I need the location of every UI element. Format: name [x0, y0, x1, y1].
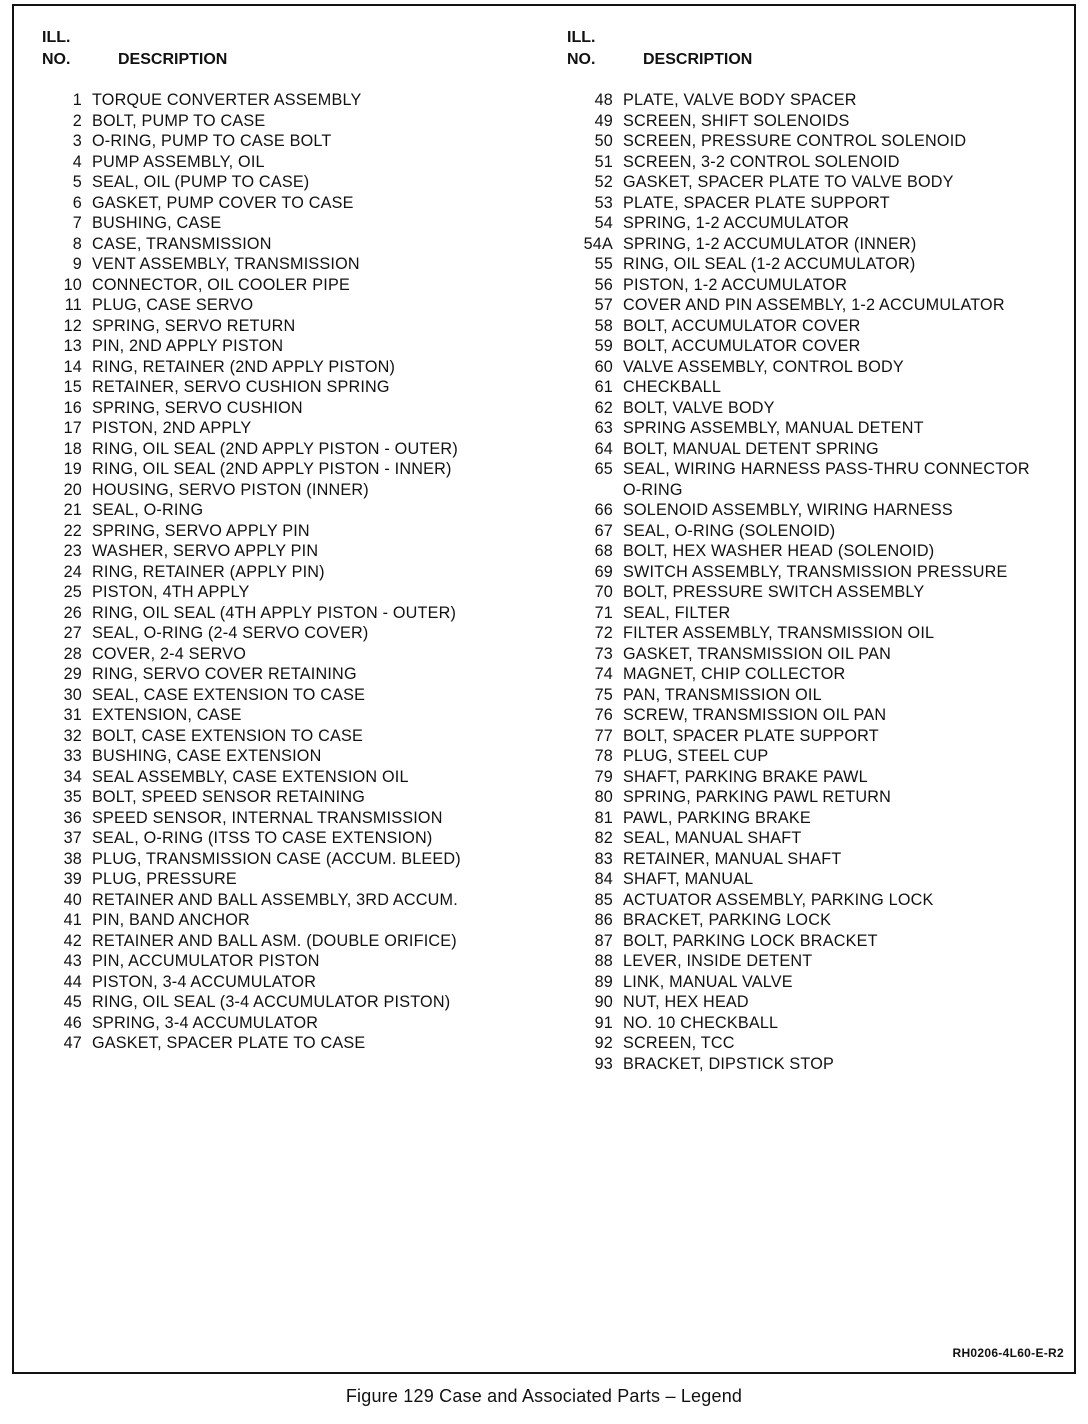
item-description: SEAL, CASE EXTENSION TO CASE: [92, 685, 366, 704]
item-description: PAWL, PARKING BRAKE: [623, 808, 811, 827]
legend-item: [567, 295, 1067, 316]
item-number: 27: [63, 624, 82, 642]
item-number: 59: [594, 337, 613, 355]
item-number: 74: [594, 665, 613, 683]
item-description: BRACKET, DIPSTICK STOP: [623, 1054, 834, 1073]
item-number: 10: [63, 275, 82, 294]
item-description: RETAINER AND BALL ASSEMBLY, 3RD ACCUM.: [92, 890, 458, 909]
legend-item: [42, 131, 532, 152]
item-description: BOLT, ACCUMULATOR COVER: [623, 337, 861, 355]
item-description: SEAL, OIL (PUMP TO CASE): [92, 173, 310, 191]
item-description: PISTON, 4TH APPLY: [92, 583, 250, 601]
item-description: SEAL, O-RING: [92, 501, 204, 519]
legend-item: [42, 275, 532, 296]
legend-frame: [12, 4, 1076, 1374]
legend-item: [567, 705, 1067, 726]
item-number: 54A: [583, 234, 613, 253]
item-description: PISTON, 1-2 ACCUMULATOR: [623, 275, 848, 294]
item-number: 39: [63, 870, 82, 888]
legend-item: [42, 336, 532, 357]
item-number: 17: [63, 419, 82, 437]
legend-item: [42, 787, 532, 808]
item-number: 49: [594, 111, 613, 130]
item-description: NO. 10 CHECKBALL: [623, 1013, 779, 1032]
item-number: 54: [594, 214, 613, 232]
item-description: RETAINER, MANUAL SHAFT: [623, 849, 842, 868]
item-description: RETAINER, SERVO CUSHION SPRING: [92, 378, 390, 396]
item-description: RING, OIL SEAL (3-4 ACCUMULATOR PISTON): [92, 993, 451, 1011]
item-description: SEAL, FILTER: [623, 603, 731, 622]
item-number: 50: [594, 132, 613, 150]
no-header: NO.: [567, 51, 596, 68]
item-description: PISTON, 3-4 ACCUMULATOR: [92, 972, 317, 991]
legend-item: [567, 254, 1067, 275]
item-description: SEAL, MANUAL SHAFT: [623, 829, 802, 847]
description-header: DESCRIPTION: [118, 51, 228, 68]
item-number: 48: [594, 91, 613, 109]
item-number: 81: [594, 808, 613, 827]
legend-item: [42, 234, 532, 255]
item-description: CONNECTOR, OIL COOLER PIPE: [92, 275, 350, 294]
item-description: PIN, BAND ANCHOR: [92, 911, 250, 929]
item-number: 80: [594, 788, 613, 806]
item-number: 4: [72, 152, 82, 171]
item-number: 38: [63, 849, 82, 868]
legend-item: [567, 336, 1067, 357]
item-description: PUMP ASSEMBLY, OIL: [92, 152, 265, 171]
item-number: 32: [63, 726, 82, 745]
item-description: BUSHING, CASE: [92, 214, 222, 232]
item-description: RING, OIL SEAL (1-2 ACCUMULATOR): [623, 255, 916, 273]
description-header: DESCRIPTION: [643, 51, 753, 68]
item-description: PLUG, CASE SERVO: [92, 296, 254, 314]
item-description: SOLENOID ASSEMBLY, WIRING HARNESS: [623, 501, 953, 519]
legend-item: [567, 152, 1067, 173]
legend-item: [42, 480, 532, 501]
item-number: 77: [594, 726, 613, 745]
legend-item: [567, 910, 1067, 931]
item-number: 41: [63, 911, 82, 929]
item-description: RING, OIL SEAL (2ND APPLY PISTON - OUTER): [92, 439, 458, 458]
item-description: BOLT, ACCUMULATOR COVER: [623, 316, 861, 335]
legend-item: [42, 213, 532, 234]
item-number: 63: [594, 419, 613, 437]
legend-item: [567, 767, 1067, 788]
item-number: 71: [594, 603, 613, 622]
item-description: LINK, MANUAL VALVE: [623, 972, 793, 991]
item-description: PLUG, STEEL CUP: [623, 747, 769, 765]
item-number: 69: [594, 562, 613, 581]
item-description: BOLT, PUMP TO CASE: [92, 111, 266, 130]
item-number: 57: [594, 296, 613, 314]
legend-item: [567, 275, 1067, 296]
legend-item: [567, 316, 1067, 337]
item-number: 43: [63, 952, 82, 970]
item-description: HOUSING, SERVO PISTON (INNER): [92, 480, 369, 499]
item-description: RING, SERVO COVER RETAINING: [92, 665, 357, 683]
legend-item: [567, 828, 1067, 849]
item-number: 56: [594, 275, 613, 294]
item-number: 23: [63, 542, 82, 560]
item-description: SPRING, 1-2 ACCUMULATOR (INNER): [623, 234, 917, 253]
item-description: GASKET, SPACER PLATE TO CASE: [92, 1034, 366, 1052]
legend-item: [567, 90, 1067, 111]
item-number: 53: [594, 193, 613, 212]
item-number: 64: [594, 439, 613, 458]
legend-item: [42, 295, 532, 316]
legend-item: [42, 254, 532, 275]
item-number: 61: [594, 378, 613, 396]
legend-item: [567, 603, 1067, 624]
legend-item: [567, 726, 1067, 747]
item-number: 75: [594, 685, 613, 704]
item-description: PLUG, PRESSURE: [92, 870, 237, 888]
legend-item: [42, 172, 532, 193]
item-number: 8: [72, 234, 82, 253]
legend-item: [567, 131, 1067, 152]
item-description: PISTON, 2ND APPLY: [92, 419, 252, 437]
item-description: SPRING, PARKING PAWL RETURN: [623, 788, 892, 806]
item-description: PLUG, TRANSMISSION CASE (ACCUM. BLEED): [92, 849, 461, 868]
item-number: 62: [594, 398, 613, 417]
legend-item: [567, 992, 1067, 1013]
item-number: 78: [594, 747, 613, 765]
item-number: 47: [63, 1034, 82, 1052]
item-description: SCREEN, 3-2 CONTROL SOLENOID: [623, 152, 900, 171]
legend-item: [42, 685, 532, 706]
item-number: 33: [63, 747, 82, 765]
item-description: RING, RETAINER (2ND APPLY PISTON): [92, 357, 396, 376]
legend-item: [42, 951, 532, 972]
legend-item: [42, 869, 532, 890]
legend-item: [42, 582, 532, 603]
legend-item: [42, 316, 532, 337]
legend-item: [42, 541, 532, 562]
item-number: 42: [63, 931, 82, 950]
column-header: [42, 28, 532, 90]
item-description: CASE, TRANSMISSION: [92, 234, 272, 253]
item-number: 89: [594, 972, 613, 991]
item-description: LEVER, INSIDE DETENT: [623, 952, 813, 970]
item-description: NUT, HEX HEAD: [623, 993, 749, 1011]
item-description: RING, OIL SEAL (4TH APPLY PISTON - OUTER): [92, 603, 457, 622]
legend-item: [567, 398, 1067, 419]
item-number: 73: [594, 644, 613, 663]
item-description: PLATE, VALVE BODY SPACER: [623, 91, 857, 109]
legend-item: [42, 849, 532, 870]
item-number: 37: [63, 829, 82, 847]
item-number: 66: [594, 501, 613, 519]
item-number: 5: [72, 173, 82, 191]
item-number: 70: [594, 583, 613, 601]
item-description: SPRING, 1-2 ACCUMULATOR: [623, 214, 850, 232]
item-description: SEAL ASSEMBLY, CASE EXTENSION OIL: [92, 767, 409, 786]
item-description: RING, RETAINER (APPLY PIN): [92, 562, 325, 581]
item-description: SPRING ASSEMBLY, MANUAL DETENT: [623, 419, 924, 437]
item-number: 26: [63, 603, 82, 622]
legend-item: [567, 685, 1067, 706]
legend-item: [42, 603, 532, 624]
legend-item: [567, 582, 1067, 603]
item-number: 46: [63, 1013, 82, 1032]
item-description: ACTUATOR ASSEMBLY, PARKING LOCK: [623, 890, 934, 909]
item-description: CHECKBALL: [623, 378, 722, 396]
item-description: BOLT, CASE EXTENSION TO CASE: [92, 726, 363, 745]
legend-item: [42, 1033, 532, 1054]
item-number: 16: [63, 398, 82, 417]
item-number: 82: [594, 829, 613, 847]
item-number: 31: [63, 706, 82, 724]
item-number: 25: [63, 583, 82, 601]
item-description: GASKET, PUMP COVER TO CASE: [92, 193, 354, 212]
item-number: 13: [63, 337, 82, 355]
item-number: 83: [594, 849, 613, 868]
item-description: SPRING, SERVO RETURN: [92, 316, 296, 335]
item-description: BOLT, PRESSURE SWITCH ASSEMBLY: [623, 583, 925, 601]
legend-list-left: [42, 90, 532, 1054]
item-number: 93: [594, 1054, 613, 1073]
figure-caption: Figure 129 Case and Associated Parts – Legend: [345, 1386, 743, 1406]
item-description: PIN, ACCUMULATOR PISTON: [92, 952, 320, 970]
legend-item: [567, 541, 1067, 562]
legend-item: [567, 234, 1067, 255]
item-number: 92: [594, 1034, 613, 1052]
item-number: 88: [594, 952, 613, 970]
item-description: TORQUE CONVERTER ASSEMBLY: [92, 91, 362, 109]
legend-item: [42, 992, 532, 1013]
item-description: SEAL, WIRING HARNESS PASS-THRU CONNECTOR O-RING: [623, 460, 1030, 499]
legend-item: [42, 439, 532, 460]
item-number: 34: [63, 767, 82, 786]
item-number: 6: [72, 193, 82, 212]
legend-item: [42, 972, 532, 993]
item-number: 90: [594, 993, 613, 1011]
legend-item: [567, 746, 1067, 767]
legend-item: [42, 910, 532, 931]
item-description: PLATE, SPACER PLATE SUPPORT: [623, 193, 890, 212]
item-description: SEAL, O-RING (ITSS TO CASE EXTENSION): [92, 829, 433, 847]
legend-item: [567, 1013, 1067, 1034]
legend-item: [42, 418, 532, 439]
legend-item: [42, 111, 532, 132]
item-number: 15: [63, 378, 82, 396]
column-header: [567, 28, 1067, 90]
legend-item: [567, 418, 1067, 439]
legend-item: [42, 808, 532, 829]
item-number: 86: [594, 911, 613, 929]
item-number: 12: [63, 316, 82, 335]
item-number: 85: [594, 890, 613, 909]
item-description: SEAL, O-RING (SOLENOID): [623, 521, 836, 540]
item-number: 91: [594, 1013, 613, 1032]
item-description: PIN, 2ND APPLY PISTON: [92, 337, 284, 355]
item-number: 36: [63, 808, 82, 827]
item-description: BOLT, PARKING LOCK BRACKET: [623, 931, 878, 950]
item-number: 29: [63, 665, 82, 683]
item-number: 76: [594, 706, 613, 724]
legend-item: [42, 767, 532, 788]
item-number: 18: [63, 439, 82, 458]
item-number: 11: [64, 296, 82, 314]
legend-column-left: [42, 28, 532, 1054]
item-number: 72: [594, 624, 613, 642]
legend-item: [42, 890, 532, 911]
item-number: 3: [72, 132, 82, 150]
item-description: SHAFT, MANUAL: [623, 870, 754, 888]
item-description: SPRING, 3-4 ACCUMULATOR: [92, 1013, 319, 1032]
item-number: 9: [72, 255, 82, 273]
item-description: BOLT, HEX WASHER HEAD (SOLENOID): [623, 542, 935, 560]
legend-item: [567, 193, 1067, 214]
item-description: SCREW, TRANSMISSION OIL PAN: [623, 706, 887, 724]
item-number: 65: [594, 460, 613, 478]
item-number: 40: [63, 890, 82, 909]
item-number: 19: [63, 460, 82, 478]
item-description: WASHER, SERVO APPLY PIN: [92, 542, 319, 560]
item-description: BOLT, SPEED SENSOR RETAINING: [92, 788, 366, 806]
item-number: 68: [594, 542, 613, 560]
item-description: GASKET, SPACER PLATE TO VALVE BODY: [623, 173, 954, 191]
item-number: 84: [594, 870, 613, 888]
legend-item: [567, 644, 1067, 665]
item-description: BOLT, VALVE BODY: [623, 398, 775, 417]
item-number: 20: [63, 480, 82, 499]
legend-item: [42, 1013, 532, 1034]
legend-item: [567, 172, 1067, 193]
item-description: SCREEN, TCC: [623, 1034, 735, 1052]
legend-item: [42, 705, 532, 726]
legend-item: [42, 152, 532, 173]
item-description: SCREEN, PRESSURE CONTROL SOLENOID: [623, 132, 967, 150]
item-description: SPRING, SERVO APPLY PIN: [92, 521, 310, 540]
item-number: 51: [594, 152, 613, 171]
item-description: SHAFT, PARKING BRAKE PAWL: [623, 767, 868, 786]
legend-item: [567, 808, 1067, 829]
item-number: 2: [72, 111, 82, 130]
item-number: 79: [594, 767, 613, 786]
legend-item: [567, 1054, 1067, 1075]
legend-item: [42, 90, 532, 111]
legend-item: [567, 1033, 1067, 1054]
legend-item: [567, 213, 1067, 234]
item-description: SPRING, SERVO CUSHION: [92, 398, 303, 417]
item-number: 21: [63, 501, 82, 519]
item-number: 87: [594, 931, 613, 950]
item-number: 24: [63, 562, 82, 581]
item-number: 22: [63, 521, 82, 540]
legend-item: [42, 726, 532, 747]
legend-item: [42, 377, 532, 398]
item-description: VALVE ASSEMBLY, CONTROL BODY: [623, 357, 904, 376]
legend-item: [42, 623, 532, 644]
item-description: SPEED SENSOR, INTERNAL TRANSMISSION: [92, 808, 443, 827]
legend-item: [567, 972, 1067, 993]
legend-item: [567, 439, 1067, 460]
item-description: PAN, TRANSMISSION OIL: [623, 685, 822, 704]
item-number: 7: [72, 214, 82, 232]
legend-item: [567, 357, 1067, 378]
legend-item: [42, 664, 532, 685]
item-description: SCREEN, SHIFT SOLENOIDS: [623, 111, 850, 130]
legend-item: [567, 951, 1067, 972]
item-description: COVER AND PIN ASSEMBLY, 1-2 ACCUMULATOR: [623, 296, 1005, 314]
item-number: 14: [63, 357, 82, 376]
ill-header: ILL.: [567, 29, 596, 46]
item-description: MAGNET, CHIP COLLECTOR: [623, 665, 846, 683]
item-number: 55: [594, 255, 613, 273]
legend-item: [42, 398, 532, 419]
legend-item: [567, 377, 1067, 398]
item-description: SWITCH ASSEMBLY, TRANSMISSION PRESSURE: [623, 562, 1008, 581]
legend-item: [567, 562, 1067, 583]
legend-item: [42, 459, 532, 480]
legend-item: [567, 849, 1067, 870]
item-description: BOLT, MANUAL DETENT SPRING: [623, 439, 879, 458]
item-number: 35: [63, 788, 82, 806]
item-description: COVER, 2-4 SERVO: [92, 644, 247, 663]
item-number: 1: [72, 91, 82, 109]
legend-item: [567, 890, 1067, 911]
legend-item: [42, 746, 532, 767]
legend-list-right: [567, 90, 1067, 1074]
item-description: GASKET, TRANSMISSION OIL PAN: [623, 644, 891, 663]
legend-item: [567, 869, 1067, 890]
legend-item: [42, 828, 532, 849]
legend-item: [42, 357, 532, 378]
legend-item: [567, 500, 1067, 521]
item-description: BUSHING, CASE EXTENSION: [92, 747, 322, 765]
item-description: EXTENSION, CASE: [92, 706, 242, 724]
item-description: FILTER ASSEMBLY, TRANSMISSION OIL: [623, 624, 935, 642]
item-description: RING, OIL SEAL (2ND APPLY PISTON - INNER): [92, 460, 452, 478]
item-description: BOLT, SPACER PLATE SUPPORT: [623, 726, 879, 745]
item-number: 44: [63, 972, 82, 991]
item-description: O-RING, PUMP TO CASE BOLT: [92, 132, 332, 150]
legend-item: [42, 521, 532, 542]
no-header: NO.: [42, 51, 71, 68]
legend-item: [567, 521, 1067, 542]
item-number: 52: [594, 173, 613, 191]
item-description: BRACKET, PARKING LOCK: [623, 911, 832, 929]
legend-item: [567, 664, 1067, 685]
legend-item: [567, 623, 1067, 644]
item-number: 45: [63, 993, 82, 1011]
legend-item: [567, 459, 1067, 500]
legend-item: [42, 644, 532, 665]
item-number: 28: [63, 644, 82, 663]
legend-item: [567, 931, 1067, 952]
legend-item: [42, 562, 532, 583]
legend-item: [567, 787, 1067, 808]
item-number: 67: [594, 521, 613, 540]
item-description: SEAL, O-RING (2-4 SERVO COVER): [92, 624, 369, 642]
item-number: 60: [594, 357, 613, 376]
item-number: 30: [63, 685, 82, 704]
reference-code: RH0206-4L60-E-R2: [952, 1346, 1064, 1360]
legend-column-right: [567, 28, 1067, 1074]
legend-item: [42, 500, 532, 521]
item-description: RETAINER AND BALL ASM. (DOUBLE ORIFICE): [92, 931, 457, 950]
item-number: 58: [594, 316, 613, 335]
legend-item: [42, 931, 532, 952]
legend-item: [42, 193, 532, 214]
ill-header: ILL.: [42, 29, 71, 46]
item-description: VENT ASSEMBLY, TRANSMISSION: [92, 255, 360, 273]
legend-item: [567, 111, 1067, 132]
